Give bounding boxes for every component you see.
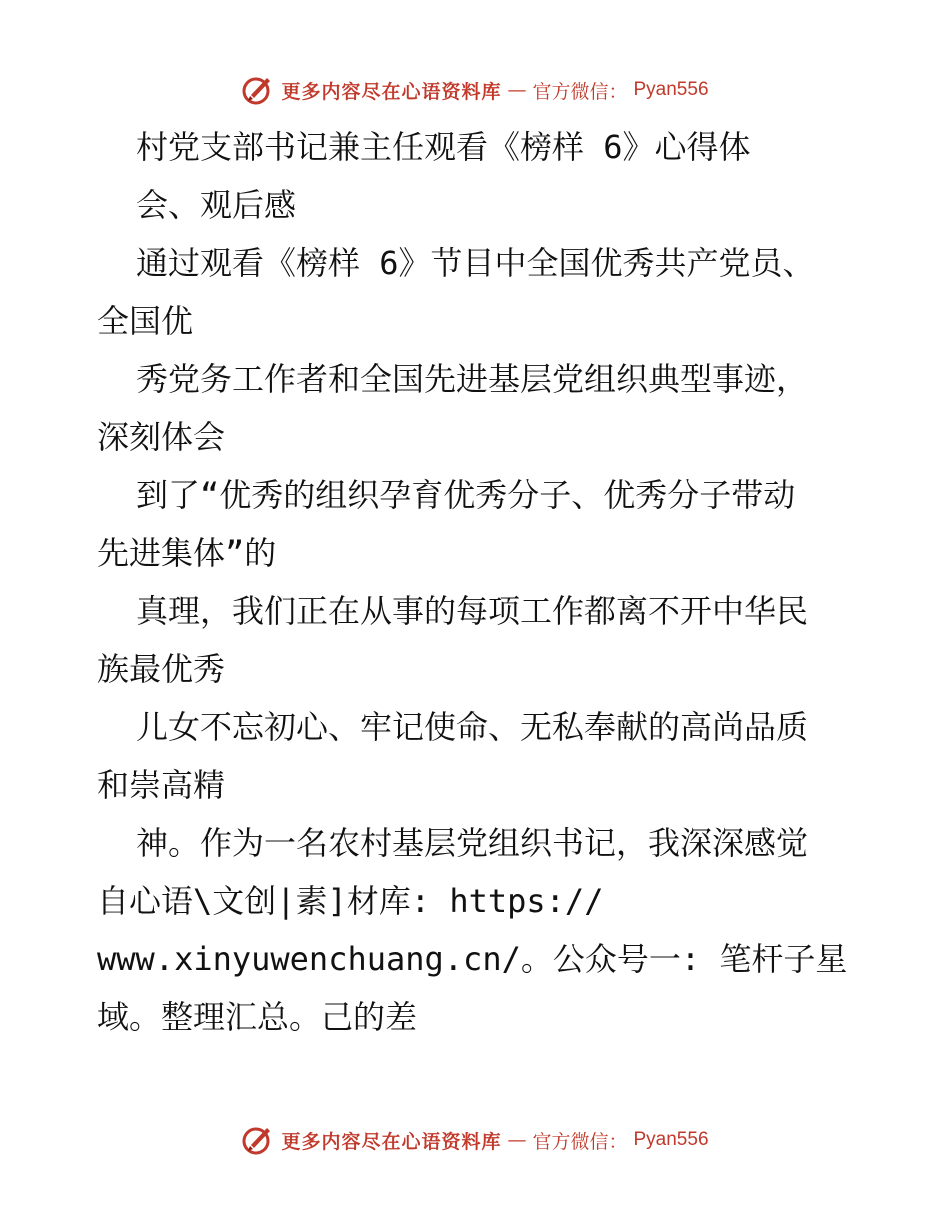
paragraph-line: 深刻体会 bbox=[97, 418, 226, 456]
paragraph-line: 通过观看《榜样 6》节目中全国优秀共产党员、 bbox=[136, 244, 815, 282]
header-banner bbox=[0, 72, 950, 108]
paragraph-line: 族最优秀 bbox=[97, 650, 226, 688]
paragraph-line: 先进集体”的 bbox=[97, 534, 277, 572]
footer-wechat-id: Pyan556 bbox=[633, 1129, 709, 1150]
paragraph-line: 真理，我们正在从事的每项工作都离不开中华民 bbox=[136, 592, 809, 630]
title-line-1: 村党支部书记兼主任观看《榜样 6》心得体 bbox=[136, 128, 751, 166]
paragraph-line: 全国优 bbox=[97, 302, 194, 340]
document-body bbox=[97, 118, 877, 1046]
header-site-text: 更多内容尽在心语资料库 bbox=[281, 80, 502, 103]
header-wechat-id: Pyan556 bbox=[633, 79, 709, 100]
footer-separator: — bbox=[507, 1129, 527, 1151]
title-line-2: 会、观后感 bbox=[136, 186, 297, 224]
paragraph-line: 神。作为一名农村基层党组织书记，我深深感觉 bbox=[136, 824, 809, 862]
header-separator: — bbox=[507, 79, 527, 101]
paragraph-line: www.xinyuwenchuang.cn/。公众号一: 笔杆子星 bbox=[97, 940, 848, 978]
header-wechat-label: 官方微信： bbox=[532, 80, 628, 103]
quill-circle-logo-icon bbox=[241, 1123, 275, 1157]
paragraph-line: 到了“优秀的组织孕育优秀分子、优秀分子带动 bbox=[136, 476, 796, 514]
paragraph-line: 和崇高精 bbox=[97, 766, 226, 804]
paragraph-line: 儿女不忘初心、牢记使命、无私奉献的高尚品质 bbox=[136, 708, 809, 746]
footer-wechat-label: 官方微信： bbox=[532, 1130, 628, 1153]
paragraph-line: 秀党务工作者和全国先进基层党组织典型事迹， bbox=[136, 360, 809, 398]
footer-banner bbox=[0, 1122, 950, 1158]
paragraph-line: 自心语\文创|素]材库: https:// bbox=[97, 882, 604, 920]
paragraph-line: 域。整理汇总。己的差 bbox=[97, 998, 418, 1036]
quill-circle-logo-icon bbox=[241, 73, 275, 107]
footer-site-text: 更多内容尽在心语资料库 bbox=[281, 1130, 502, 1153]
